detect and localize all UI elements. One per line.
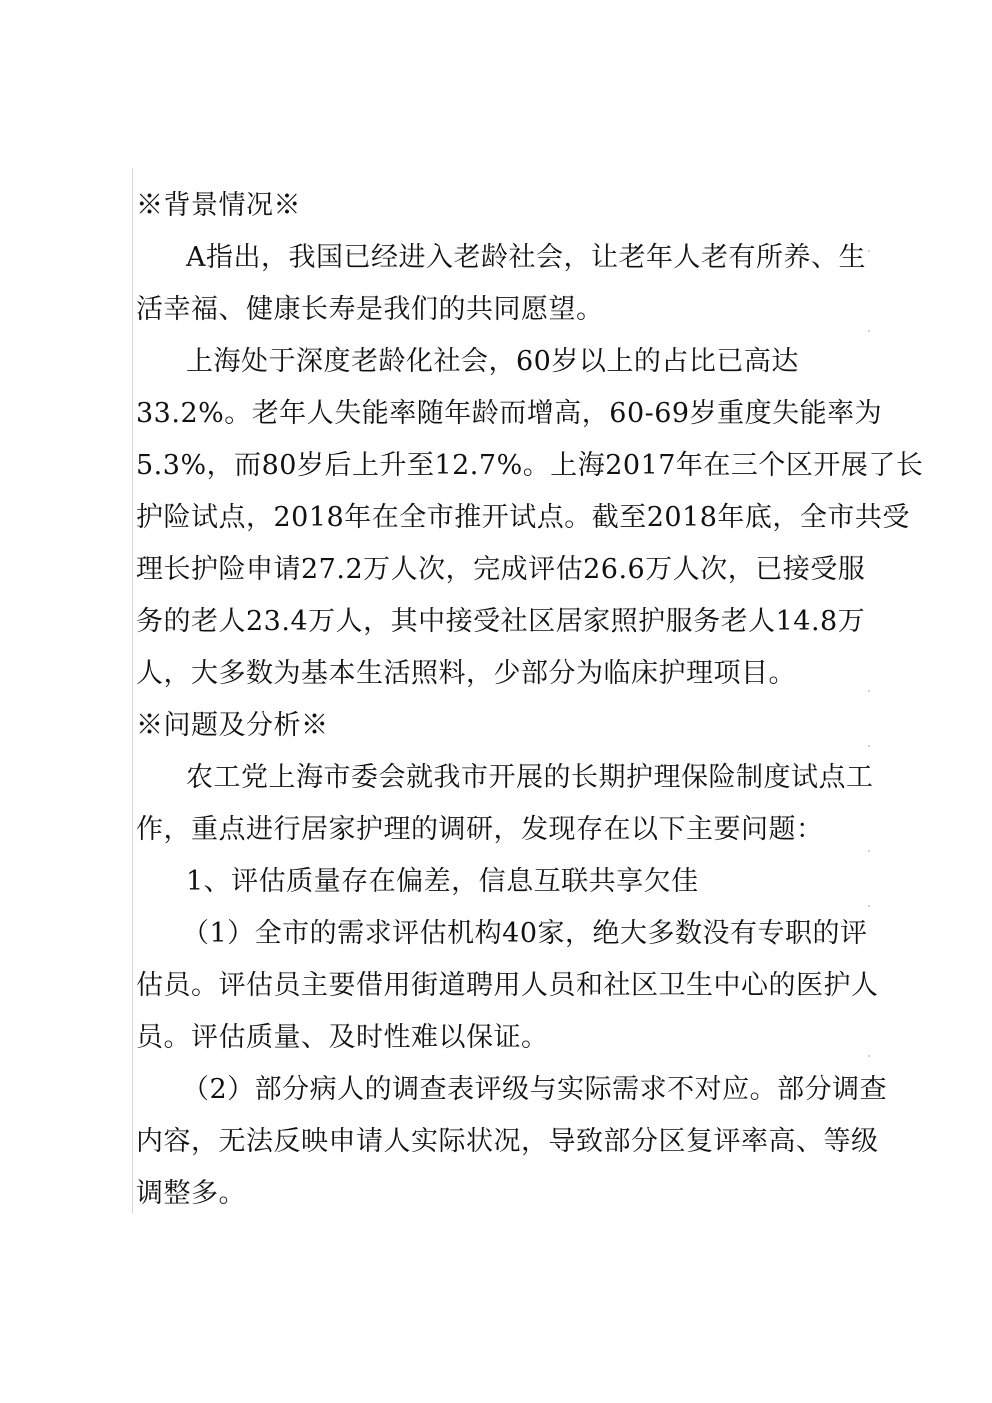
paragraph-line: 内容，无法反映申请人实际状况，导致部分区复评率高、等级 (136, 1126, 879, 1157)
paragraph-line: 上海处于深度老龄化社会，60岁以上的占比已高达 (186, 346, 799, 377)
paragraph-line: 务的老人23.4万人，其中接受社区居家照护服务老人14.8万 (136, 606, 866, 637)
paragraph-line: 33.2%。老年人失能率随年龄而增高，60-69岁重度失能率为 (136, 398, 883, 429)
paragraph-line: 员。评估质量、及时性难以保证。 (136, 1022, 549, 1053)
subheading-line: 1、评估质量存在偏差，信息互联共享欠佳 (186, 866, 699, 897)
paragraph-line: （1）全市的需求评估机构40家，绝大多数没有专职的评 (182, 918, 868, 949)
paragraph-line: A指出，我国已经进入老龄社会，让老年人老有所养、生 (186, 242, 866, 273)
paragraph-line: 5.3%，而80岁后上升至12.7%。上海2017年在三个区开展了长 (136, 450, 924, 481)
paragraph-line: 作，重点进行居家护理的调研，发现存在以下主要问题： (136, 814, 824, 845)
paragraph-line: 护险试点，2018年在全市推开试点。截至2018年底，全市共受 (136, 502, 910, 533)
paragraph-line: 活幸福、健康长寿是我们的共同愿望。 (136, 294, 604, 325)
paragraph-line: 调整多。 (136, 1178, 246, 1209)
section-heading-problems: ※问题及分析※ (136, 710, 329, 741)
paragraph-line: 人，大多数为基本生活照料，少部分为临床护理项目。 (136, 658, 796, 689)
paragraph-line: 农工党上海市委会就我市开展的长期护理保险制度试点工 (186, 762, 874, 793)
document-body (136, 180, 924, 1220)
section-heading-background: ※背景情况※ (136, 190, 301, 221)
paragraph-line: 估员。评估员主要借用街道聘用人员和社区卫生中心的医护人 (136, 970, 879, 1001)
paragraph-line: （2）部分病人的调查表评级与实际需求不对应。部分调查 (182, 1074, 888, 1105)
paragraph-line: 理长护险申请27.2万人次，完成评估26.6万人次，已接受服 (136, 554, 866, 585)
left-margin-line (132, 168, 133, 1213)
